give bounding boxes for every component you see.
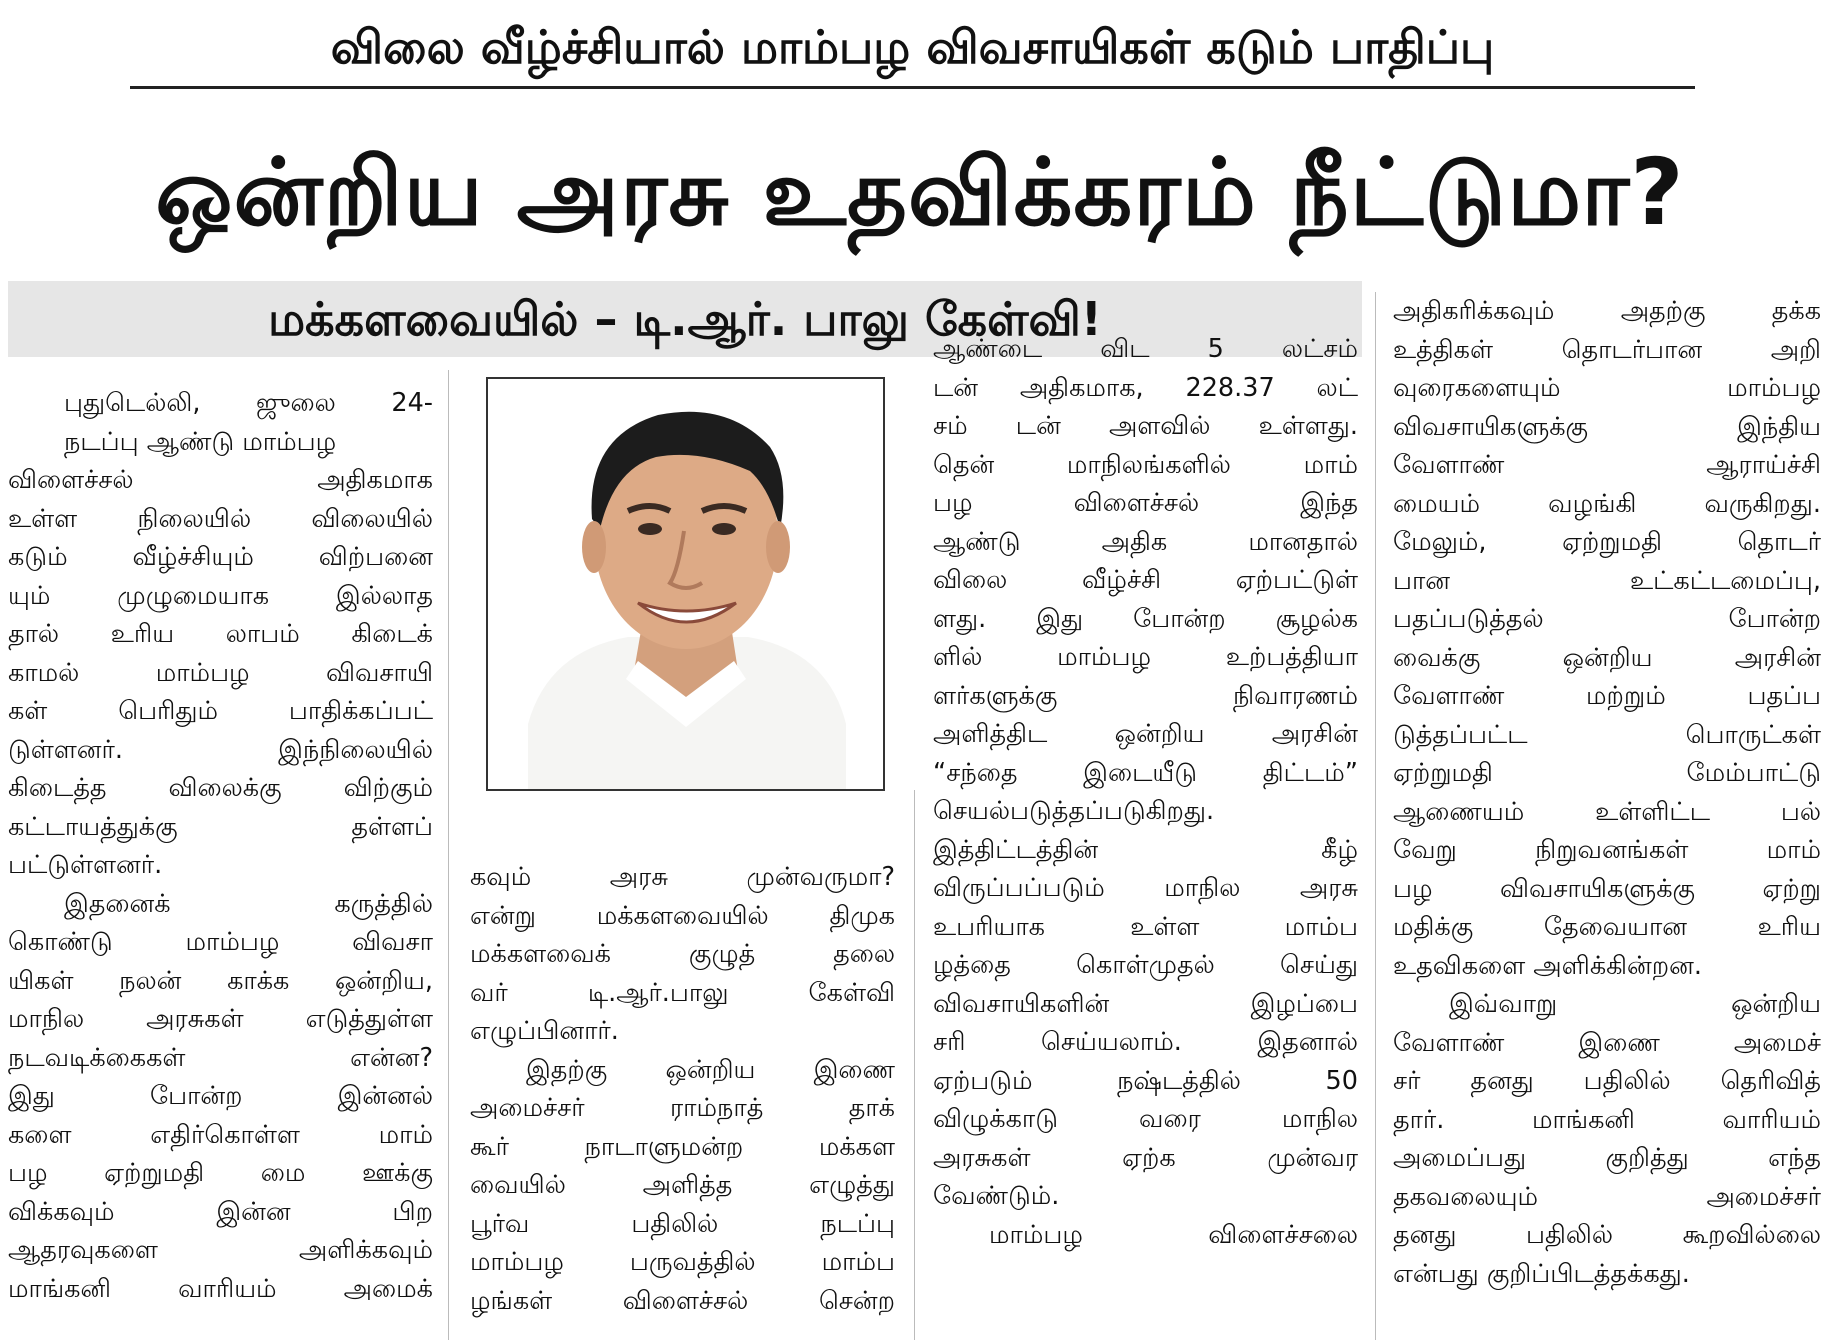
article-subhead: மக்களவையில் – டி.ஆர். பாலு கேள்வி! bbox=[8, 281, 1362, 357]
column-line: விளைச்சல் அதிகமாக bbox=[8, 465, 433, 495]
column-line: கொண்டு மாம்பழ விவசா bbox=[8, 927, 433, 957]
column-line: உள்ள நிலையில் விலையில் bbox=[8, 503, 433, 534]
column-rule bbox=[914, 790, 915, 1340]
column-line: மேலும், ஏற்றுமதி தொடர் bbox=[1393, 527, 1821, 557]
portrait-image bbox=[488, 379, 883, 789]
column-line: பழ ஏற்றுமதி மை ஊக்கு bbox=[8, 1158, 433, 1188]
column-line: யும் முழுமையாக இல்லாத bbox=[8, 580, 433, 611]
column-line: தகவலையும் அமைச்சர் bbox=[1393, 1181, 1821, 1212]
column-line: களை எதிர்கொள்ள மாம் bbox=[8, 1119, 433, 1150]
column-line: கவும் அரசு முன்வருமா? bbox=[470, 862, 895, 892]
column-line: டன் அதிகமாக, 228.37 லட் bbox=[933, 372, 1358, 403]
column-line: மாநில அரசுகள் எடுத்துள்ள bbox=[8, 1004, 433, 1034]
article-headline: ஒன்றிய அரசு உதவிக்கரம் நீட்டுமா? bbox=[155, 139, 1685, 246]
column-line: புதுடெல்லி, ஜுலை 24- bbox=[64, 388, 433, 418]
column-line: இது போன்ற இன்னல் bbox=[8, 1081, 433, 1111]
column-line: அதிகரிக்கவும் அதற்கு தக்க bbox=[1393, 296, 1821, 326]
column-line: யிகள் நலன் காக்க ஒன்றிய, bbox=[8, 965, 433, 996]
column-line: இவ்வாறு ஒன்றிய bbox=[1449, 989, 1821, 1019]
column-line: அரசுகள் ஏற்க முன்வர bbox=[933, 1142, 1358, 1173]
column-line: விக்கவும் இன்ன பிற bbox=[8, 1196, 433, 1227]
column-line: அமைச்சர் ராம்நாத் தாக் bbox=[470, 1093, 895, 1123]
column-line: பான உட்கட்டமைப்பு, bbox=[1393, 565, 1821, 596]
portrait-photo bbox=[486, 377, 885, 791]
column-line: கடும் வீழ்ச்சியும் விற்பனை bbox=[8, 542, 433, 572]
column-line: வைக்கு ஒன்றிய அரசின் bbox=[1393, 642, 1821, 673]
column-line: செயல்படுத்தப்படுகிறது. bbox=[933, 796, 1215, 826]
column-line: இத்திட்டத்தின் கீழ் bbox=[933, 834, 1358, 865]
column-line: தனது பதிலில் கூறவில்லை bbox=[1393, 1220, 1821, 1250]
column-line: மையம் வழங்கி வருகிறது. bbox=[1393, 488, 1821, 519]
column-line: எழுப்பினார். bbox=[470, 1016, 619, 1046]
column-line: அளித்திட ஒன்றிய அரசின் bbox=[933, 719, 1358, 749]
column-line: பழ விவசாயிகளுக்கு ஏற்று bbox=[1393, 873, 1821, 904]
column-line: நடப்பு ஆண்டு மாம்பழ bbox=[64, 426, 337, 457]
column-line: கட்டாயத்துக்கு தள்ளப் bbox=[8, 811, 433, 842]
column-line: விருப்பப்படும் மாநில அரசு bbox=[933, 873, 1358, 903]
column-line: என்று மக்களவையில் திமுக bbox=[470, 900, 895, 931]
column-line: விழுக்காடு வரை மாநில bbox=[933, 1104, 1358, 1134]
column-line: ஏற்படும் நஷ்டத்தில் 50 bbox=[933, 1065, 1358, 1096]
column-line: இதற்கு ஒன்றிய இணை bbox=[526, 1054, 895, 1085]
column-line: “சந்தை இடையீடு திட்டம்” bbox=[933, 757, 1358, 788]
column-line: கள் பெரிதும் பாதிக்கப்பட் bbox=[8, 696, 433, 726]
column-line: ளில் மாம்பழ உற்பத்தியா bbox=[933, 642, 1358, 672]
column-line: சர் தனது பதிலில் தெரிவித் bbox=[1393, 1066, 1821, 1096]
column-rule bbox=[448, 370, 449, 1340]
column-line: விலை வீழ்ச்சி ஏற்பட்டுள் bbox=[933, 565, 1358, 595]
column-line: பதப்படுத்தல் போன்ற bbox=[1393, 604, 1821, 634]
column-line: ஆண்டை விட 5 லட்சம் bbox=[933, 334, 1358, 364]
column-line: ஆணையம் உள்ளிட்ட பல் bbox=[1393, 796, 1821, 827]
column-rule bbox=[1375, 292, 1376, 1340]
column-line: மாங்கனி வாரியம் அமைக் bbox=[8, 1273, 433, 1304]
article-kicker: விலை வீழ்ச்சியால் மாம்பழ விவசாயிகள் கடும் பாதிப்பு bbox=[130, 8, 1695, 89]
column-line: பூர்வ பதிலில் நடப்பு bbox=[470, 1208, 895, 1239]
column-line: ழங்கள் விளைச்சல் சென்ற bbox=[470, 1285, 895, 1316]
column-line: வேண்டும். bbox=[933, 1181, 1060, 1211]
column-line: ளர்களுக்கு நிவாரணம் bbox=[933, 680, 1358, 711]
column-line: மக்களவைக் குழுத் தலை bbox=[470, 939, 895, 969]
column-line: ஆதரவுகளை அளிக்கவும் bbox=[8, 1235, 433, 1265]
column-line: உதவிகளை அளிக்கின்றன. bbox=[1393, 950, 1702, 981]
column-line: இதனைக் கருத்தில் bbox=[64, 888, 433, 919]
column-line: காமல் மாம்பழ விவசாயி bbox=[8, 657, 433, 688]
column-line: நடவடிக்கைகள் என்ன? bbox=[8, 1042, 433, 1073]
column-line: வேளாண் ஆராய்ச்சி bbox=[1393, 450, 1821, 480]
column-line: பழ விளைச்சல் இந்த bbox=[933, 488, 1358, 518]
column-line: விவசாயிகளுக்கு இந்திய bbox=[1393, 411, 1821, 442]
column-line: வேளாண் இணை அமைச் bbox=[1393, 1027, 1821, 1058]
column-line: தார். மாங்கனி வாரியம் bbox=[1393, 1104, 1821, 1135]
column-line: அமைப்பது குறித்து எந்த bbox=[1393, 1143, 1821, 1173]
column-line: சரி செய்யலாம். இதனால் bbox=[933, 1027, 1358, 1057]
column-line: ளது. இது போன்ற சூழல்க bbox=[933, 603, 1358, 634]
article-column-1 bbox=[8, 384, 433, 1308]
column-line: மதிக்கு தேவையான உரிய bbox=[1393, 912, 1821, 942]
article-column-4 bbox=[1393, 292, 1821, 1293]
column-line: வையில் அளித்த எழுத்து bbox=[470, 1170, 895, 1200]
column-line: வேளாண் மற்றும் பதப்ப bbox=[1393, 681, 1821, 711]
column-line: சம் டன் அளவில் உள்ளது. bbox=[933, 411, 1358, 441]
column-line: வர் டி.ஆர்.பாலு கேள்வி bbox=[470, 977, 895, 1008]
column-line: ழத்தை கொள்முதல் செய்து bbox=[933, 950, 1358, 980]
column-line: உத்திகள் தொடர்பான அறி bbox=[1393, 334, 1821, 365]
column-line: என்பது குறிப்பிடத்தக்கது. bbox=[1393, 1258, 1690, 1289]
article-column-3 bbox=[933, 330, 1358, 1254]
column-line: ஆண்டு அதிக மானதால் bbox=[933, 526, 1358, 557]
column-line: தென் மாநிலங்களில் மாம் bbox=[933, 449, 1358, 480]
column-line: கூர் நாடாளுமன்ற மக்கள bbox=[470, 1131, 895, 1162]
column-line: வேறு நிறுவனங்கள் மாம் bbox=[1393, 835, 1821, 865]
article-column-2 bbox=[470, 858, 895, 1320]
column-line: மாம்பழ பருவத்தில் மாம்ப bbox=[470, 1247, 895, 1277]
column-line: டுள்ளனர். இந்நிலையில் bbox=[8, 734, 433, 765]
column-line: தால் உரிய லாபம் கிடைக் bbox=[8, 619, 433, 649]
column-line: மாம்பழ விளைச்சலை bbox=[989, 1219, 1358, 1250]
column-line: விவசாயிகளின் இழப்பை bbox=[933, 988, 1358, 1019]
column-line: ஏற்றுமதி மேம்பாட்டு bbox=[1393, 758, 1821, 788]
column-line: வுரைகளையும் மாம்பழ bbox=[1393, 373, 1821, 403]
column-line: பட்டுள்ளனர். bbox=[8, 850, 163, 880]
column-line: கிடைத்த விலைக்கு விற்கும் bbox=[8, 773, 433, 803]
column-line: டுத்தப்பட்ட பொருட்கள் bbox=[1393, 719, 1821, 750]
column-line: உபரியாக உள்ள மாம்ப bbox=[933, 911, 1358, 942]
